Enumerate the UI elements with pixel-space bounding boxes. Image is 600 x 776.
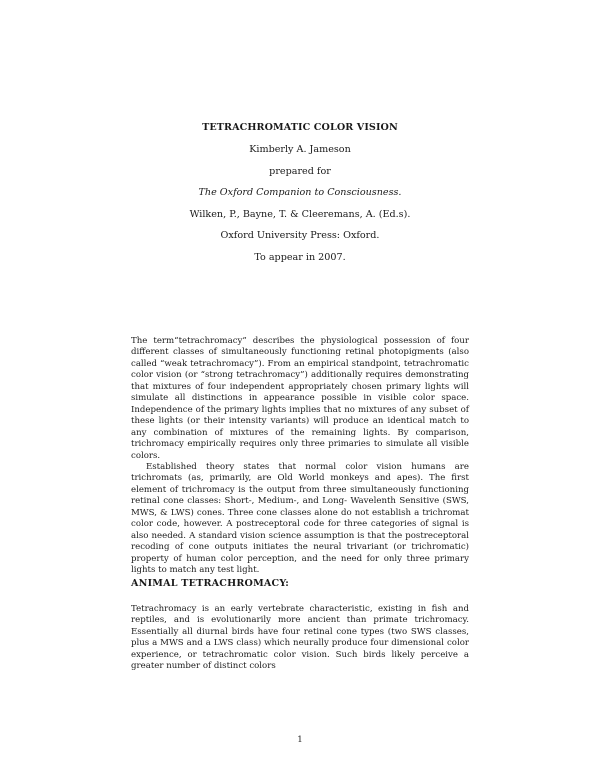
paragraph: Established theory states that normal color vision humans are trichromats (as, primarily, are Old World monkeys and apes). The first element of trichromacy is the output from three simultaneously functioning retinal cone classes: Short-, Medium-, and Long- Wavelenth Sensitive (SWS, MWS, & LWS) cones. Three cone classes alone do not establish a trichromat color code, however. A postreceptoral code for three categories of signal is also needed. A standard vision science assumption is that the postreceptoral recoding of cone outputs initiates the neural trivariant (or trichromatic) property of human color perception, and the need for only three primary lights to match any test light. bbox=[131, 461, 469, 576]
section-text bbox=[131, 604, 469, 673]
author-name: Kimberly A. Jameson bbox=[249, 144, 351, 155]
page-number: 1 bbox=[297, 735, 303, 745]
publisher-line: Oxford University Press: Oxford. bbox=[220, 230, 380, 241]
editors-line: Wilken, P., Bayne, T. & Cleeremans, A. (Ed.s). bbox=[189, 209, 411, 220]
appear-line: To appear in 2007. bbox=[254, 252, 346, 263]
intro-text bbox=[131, 336, 469, 577]
title-block bbox=[0, 122, 600, 133]
paper-title: TETRACHROMATIC COLOR VISION bbox=[202, 122, 398, 133]
section-heading: ANIMAL TETRACHROMACY: bbox=[131, 578, 289, 589]
prepared-for-line: prepared for bbox=[269, 166, 331, 177]
paragraph: Tetrachromacy is an early vertebrate characteristic, existing in fish and reptiles, and is evolutionarily more ancient than primate trichromacy. Essentially all diurnal birds have four retinal cone types (two SWS classes, plus a MWS and a LWS class) which neurally produce four dimensional color experience, or tetrachromatic color vision. Such birds likely perceive a greater number of distinct colors bbox=[131, 604, 469, 672]
paragraph: The term“tetrachromacy” describes the physiological possession of four different classes of simultaneously functioning retinal photopigments (also called “weak tetrachromacy”). From an empirical standpoint, tetrachromatic color vision (or “strong tetrachromacy”) additionally requires demonstrating that mixtures of four independent appropriately chosen primary lights will simulate all distinctions in appearance possible in visible color space. Independence of the primary lights implies that no mixtures of any subset of these lights (or their intensity variants) will produce an identical match to any combination of mixtures of the remaining lights. By comparison, trichromacy empirically requires only three primaries to simulate all visible colors. bbox=[131, 336, 469, 461]
publication-title: The Oxford Companion to Consciousness. bbox=[198, 187, 402, 198]
